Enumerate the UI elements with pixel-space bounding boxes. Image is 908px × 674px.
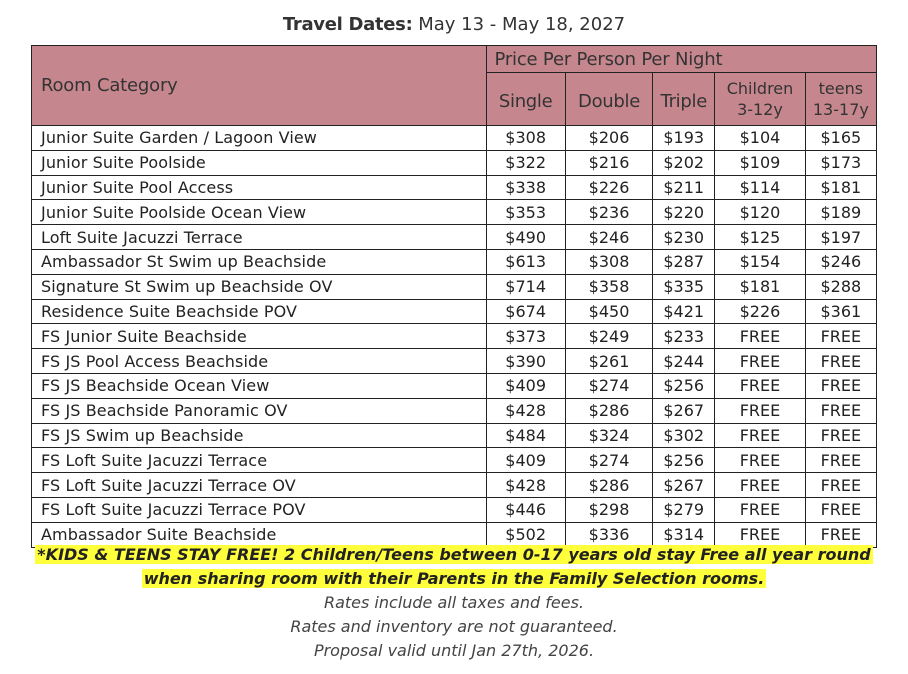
children-header-label: Children — [726, 79, 794, 98]
price-cell: $189 — [805, 200, 876, 225]
price-cell: $358 — [565, 274, 652, 299]
table-row — [32, 473, 877, 498]
room-name-cell: Junior Suite Poolside — [32, 150, 487, 175]
price-cell: FREE — [805, 324, 876, 349]
price-cell: FREE — [715, 324, 805, 349]
price-cell: $181 — [715, 274, 805, 299]
price-cell: $409 — [486, 373, 565, 398]
travel-dates-value: May 13 - May 18, 2027 — [418, 14, 626, 35]
double-header: Double — [565, 73, 652, 126]
teens-header-age: 13-17y — [812, 100, 869, 119]
price-cell: $256 — [653, 373, 715, 398]
price-cell: FREE — [805, 349, 876, 374]
price-cell: $246 — [805, 249, 876, 274]
price-cell: $288 — [805, 274, 876, 299]
price-cell: $390 — [486, 349, 565, 374]
price-cell: $502 — [486, 522, 565, 547]
room-name-cell: FS JS Beachside Ocean View — [32, 373, 487, 398]
price-cell: $267 — [653, 398, 715, 423]
notes — [0, 543, 908, 663]
price-cell: $322 — [486, 150, 565, 175]
inventory-note: Rates and inventory are not guaranteed. — [290, 617, 618, 636]
price-cell: $287 — [653, 249, 715, 274]
table-row — [32, 175, 877, 200]
price-cell: FREE — [715, 423, 805, 448]
room-name-cell: Signature St Swim up Beachside OV — [32, 274, 487, 299]
price-cell: $446 — [486, 497, 565, 522]
room-name-cell: FS JS Beachside Panoramic OV — [32, 398, 487, 423]
single-header: Single — [486, 73, 565, 126]
price-cell: $613 — [486, 249, 565, 274]
table-row — [32, 299, 877, 324]
price-cell: $274 — [565, 448, 652, 473]
price-cell: FREE — [715, 448, 805, 473]
room-name-cell: FS Loft Suite Jacuzzi Terrace OV — [32, 473, 487, 498]
price-cell: $165 — [805, 126, 876, 151]
room-name-cell: FS Loft Suite Jacuzzi Terrace — [32, 448, 487, 473]
price-cell: $308 — [486, 126, 565, 151]
price-cell: $220 — [653, 200, 715, 225]
price-cell: $373 — [486, 324, 565, 349]
price-cell: $490 — [486, 225, 565, 250]
price-cell: $324 — [565, 423, 652, 448]
price-cell: $353 — [486, 200, 565, 225]
price-cell: $125 — [715, 225, 805, 250]
price-cell: $484 — [486, 423, 565, 448]
price-cell: $114 — [715, 175, 805, 200]
price-cell: $154 — [715, 249, 805, 274]
price-cell: $202 — [653, 150, 715, 175]
taxes-note: Rates include all taxes and fees. — [323, 593, 585, 612]
table-row — [32, 497, 877, 522]
table-row — [32, 448, 877, 473]
rates-table-body — [32, 126, 877, 548]
table-row — [32, 349, 877, 374]
price-cell: $193 — [653, 126, 715, 151]
table-row — [32, 324, 877, 349]
table-row — [32, 126, 877, 151]
validity-note: Proposal valid until Jan 27th, 2026. — [313, 641, 595, 660]
room-name-cell: FS JS Pool Access Beachside — [32, 349, 487, 374]
price-per-person-header: Price Per Person Per Night — [486, 46, 877, 73]
price-cell: $335 — [653, 274, 715, 299]
children-header-age: 3-12y — [737, 100, 783, 119]
room-name-cell: Junior Suite Pool Access — [32, 175, 487, 200]
room-name-cell: Ambassador Suite Beachside — [32, 522, 487, 547]
table-row — [32, 373, 877, 398]
price-cell: $274 — [565, 373, 652, 398]
room-name-cell: Loft Suite Jacuzzi Terrace — [32, 225, 487, 250]
price-cell: FREE — [805, 398, 876, 423]
price-cell: $233 — [653, 324, 715, 349]
table-row — [32, 200, 877, 225]
price-cell: $226 — [715, 299, 805, 324]
price-cell: FREE — [715, 349, 805, 374]
price-cell: $249 — [565, 324, 652, 349]
price-cell: FREE — [805, 448, 876, 473]
table-row — [32, 423, 877, 448]
price-cell: FREE — [715, 522, 805, 547]
price-cell: $244 — [653, 349, 715, 374]
room-name-cell: Residence Suite Beachside POV — [32, 299, 487, 324]
table-row — [32, 150, 877, 175]
price-cell: $714 — [486, 274, 565, 299]
room-name-cell: FS Junior Suite Beachside — [32, 324, 487, 349]
kids-free-note-line2: when sharing room with their Parents in the Family Selection rooms. — [143, 569, 765, 588]
price-cell: $450 — [565, 299, 652, 324]
price-cell: FREE — [805, 522, 876, 547]
travel-dates-title — [0, 14, 908, 35]
room-name-cell: FS JS Swim up Beachside — [32, 423, 487, 448]
price-cell: $181 — [805, 175, 876, 200]
price-cell: $314 — [653, 522, 715, 547]
price-cell: $286 — [565, 398, 652, 423]
price-cell: $256 — [653, 448, 715, 473]
price-cell: $120 — [715, 200, 805, 225]
price-cell: FREE — [805, 373, 876, 398]
price-cell: $308 — [565, 249, 652, 274]
price-cell: $267 — [653, 473, 715, 498]
table-row — [32, 274, 877, 299]
table-row — [32, 249, 877, 274]
price-cell: $298 — [565, 497, 652, 522]
price-cell: $361 — [805, 299, 876, 324]
price-cell: $428 — [486, 398, 565, 423]
travel-dates-label: Travel Dates: — [282, 14, 413, 35]
price-cell: $409 — [486, 448, 565, 473]
price-cell: $246 — [565, 225, 652, 250]
price-cell: FREE — [805, 473, 876, 498]
price-cell: $226 — [565, 175, 652, 200]
price-cell: $197 — [805, 225, 876, 250]
room-category-header: Room Category — [32, 46, 487, 126]
price-cell: $302 — [653, 423, 715, 448]
price-cell: FREE — [715, 373, 805, 398]
room-name-cell: Junior Suite Poolside Ocean View — [32, 200, 487, 225]
teens-header-label: teens — [818, 79, 864, 98]
price-cell: $230 — [653, 225, 715, 250]
price-cell: $261 — [565, 349, 652, 374]
price-cell: $674 — [486, 299, 565, 324]
price-cell: $104 — [715, 126, 805, 151]
room-name-cell: FS Loft Suite Jacuzzi Terrace POV — [32, 497, 487, 522]
rates-table — [31, 45, 877, 548]
price-cell: $421 — [653, 299, 715, 324]
price-cell: $206 — [565, 126, 652, 151]
price-cell: $236 — [565, 200, 652, 225]
table-row — [32, 225, 877, 250]
table-row — [32, 398, 877, 423]
price-cell: FREE — [715, 398, 805, 423]
price-cell: $173 — [805, 150, 876, 175]
price-cell: FREE — [715, 497, 805, 522]
price-cell: $211 — [653, 175, 715, 200]
price-cell: $279 — [653, 497, 715, 522]
price-cell: $109 — [715, 150, 805, 175]
teens-header — [805, 73, 876, 126]
price-cell: $216 — [565, 150, 652, 175]
triple-header: Triple — [653, 73, 715, 126]
price-cell: $336 — [565, 522, 652, 547]
price-cell: $428 — [486, 473, 565, 498]
kids-free-note-line1: *KIDS & TEENS STAY FREE! 2 Children/Teens between 0-17 years old stay Free all year round — [37, 545, 871, 564]
price-cell: $338 — [486, 175, 565, 200]
children-header — [715, 73, 805, 126]
room-name-cell: Junior Suite Garden / Lagoon View — [32, 126, 487, 151]
price-cell: $286 — [565, 473, 652, 498]
price-cell: FREE — [805, 497, 876, 522]
price-cell: FREE — [715, 473, 805, 498]
price-cell: FREE — [805, 423, 876, 448]
room-name-cell: Ambassador St Swim up Beachside — [32, 249, 487, 274]
